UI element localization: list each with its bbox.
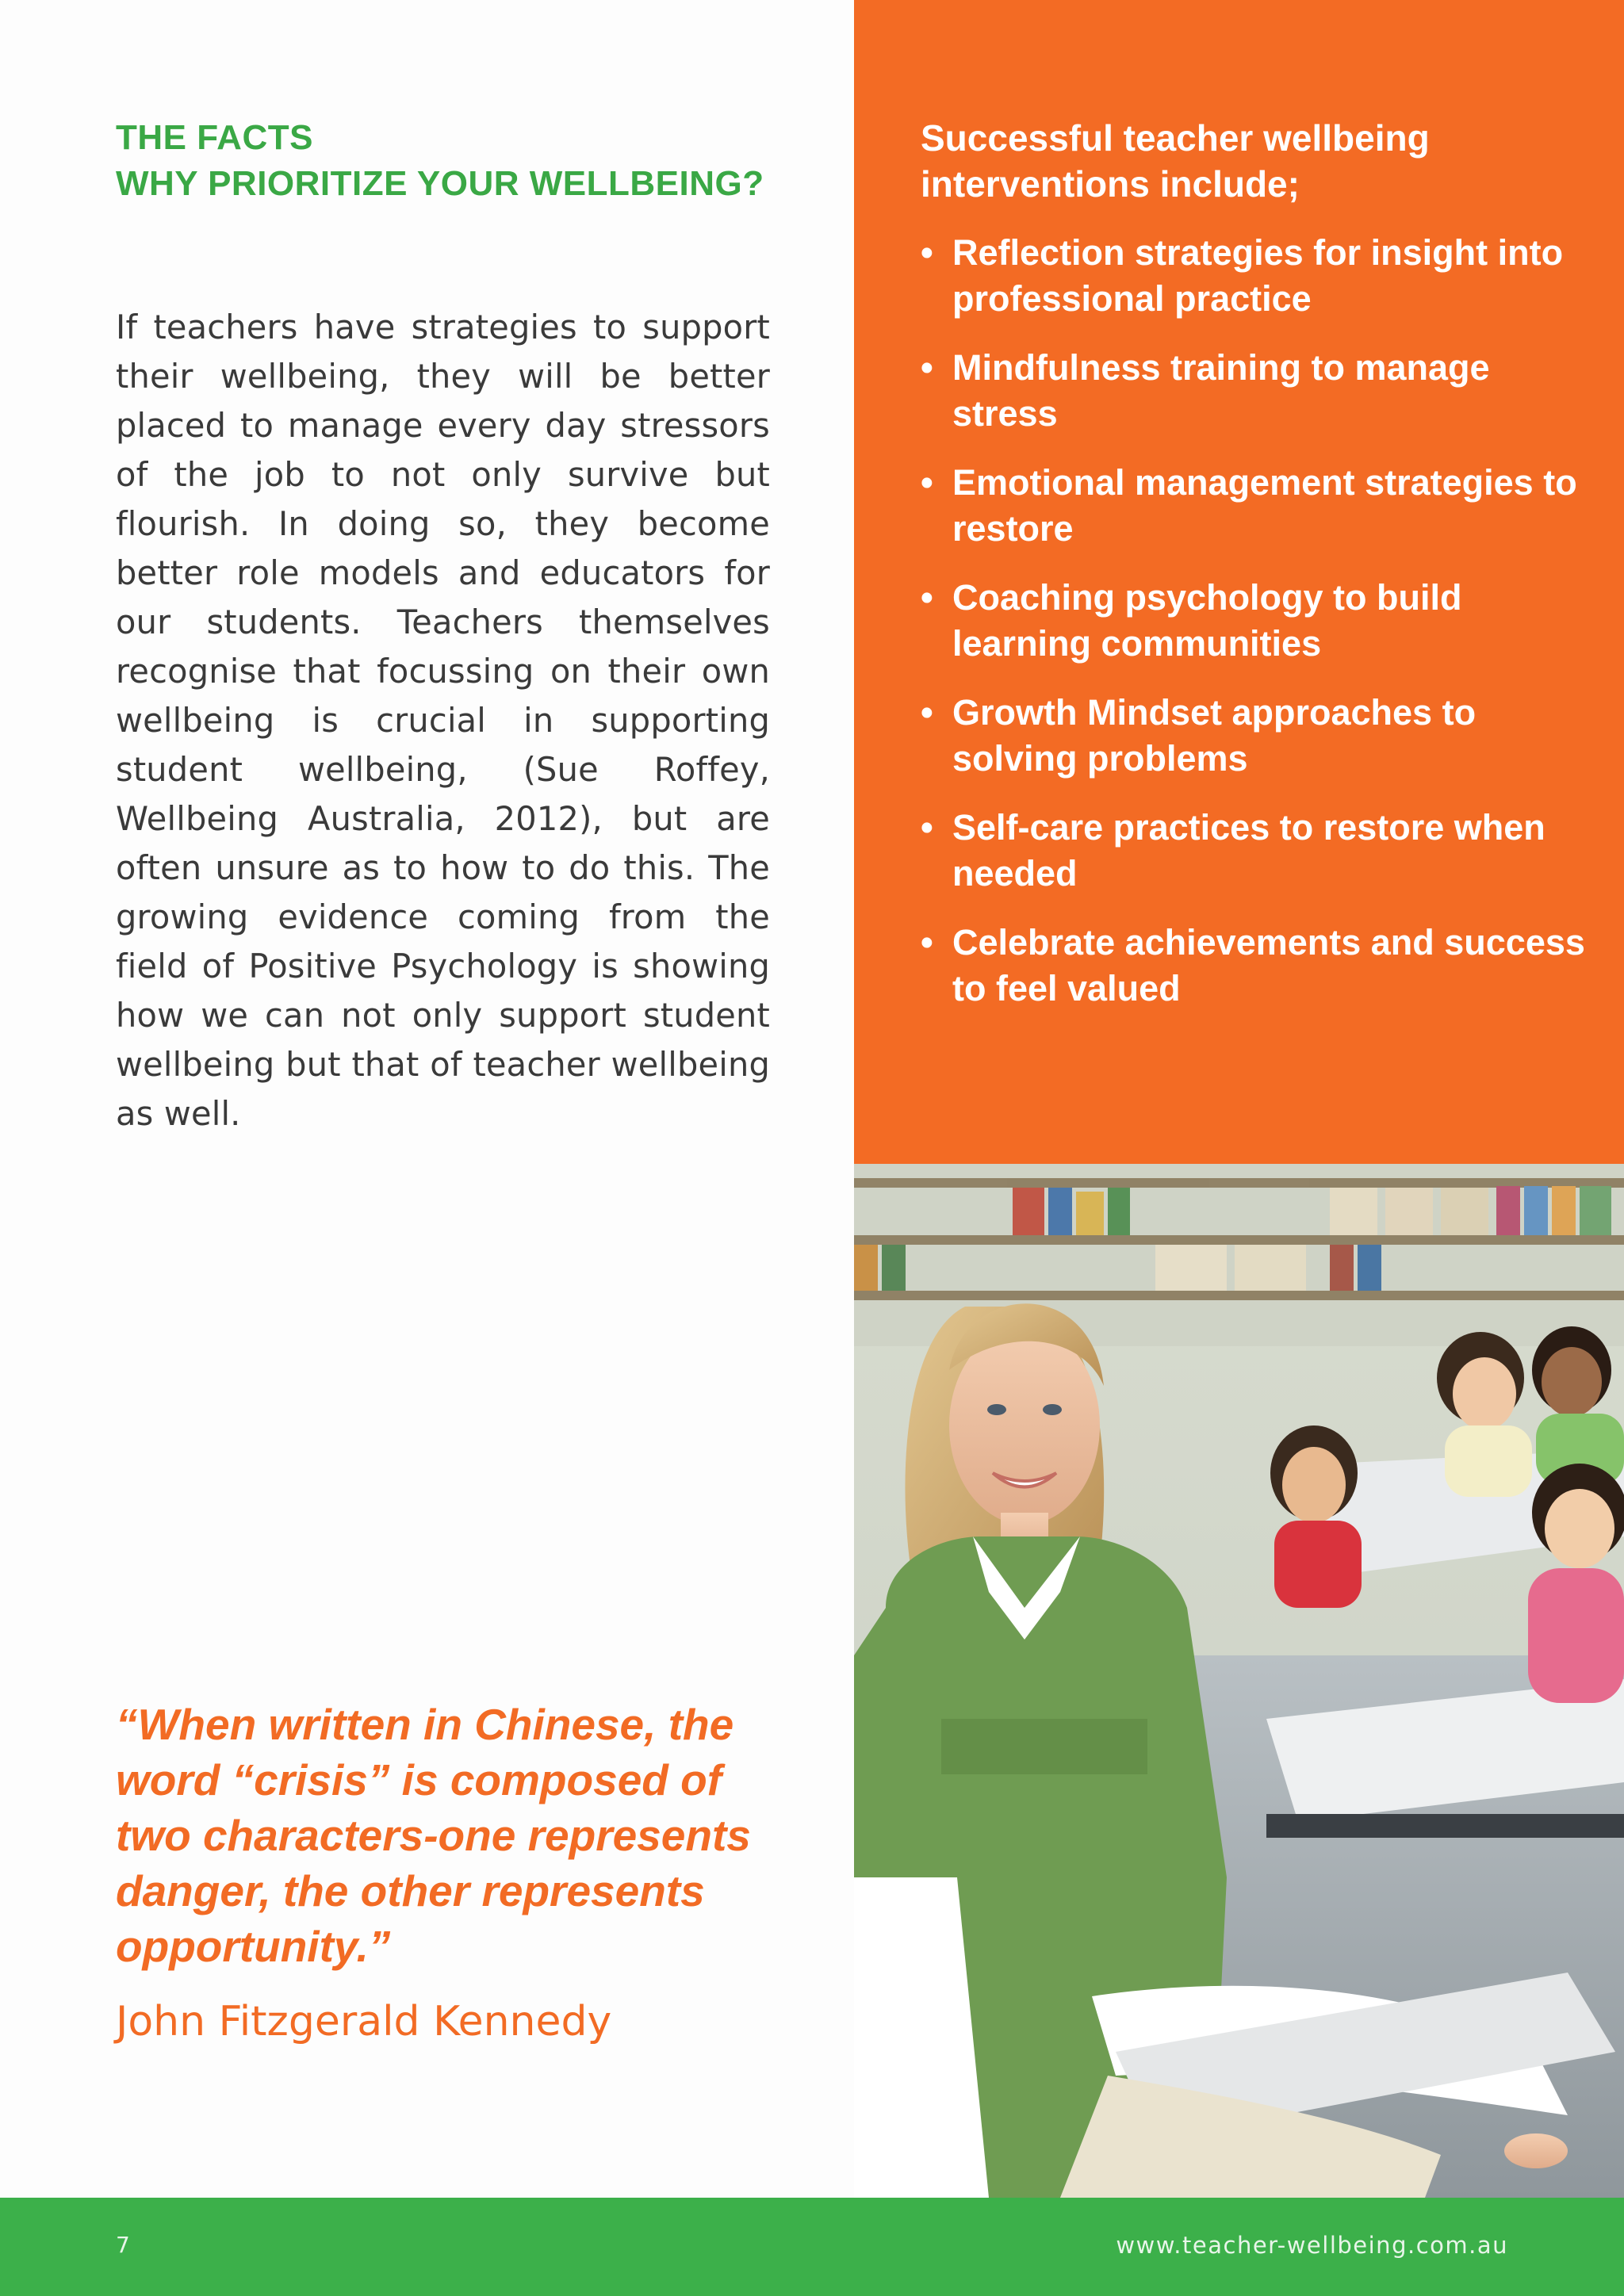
classroom-photo	[854, 1164, 1624, 2198]
bullet-icon: •	[921, 347, 933, 388]
bullet-icon: •	[921, 692, 933, 733]
list-item	[921, 575, 1603, 667]
page-number: 7	[116, 2232, 130, 2258]
list-item	[921, 690, 1603, 782]
quote-author: John Fitzgerald Kennedy	[116, 1998, 612, 2045]
list-item-text: Self-care practices to restore when needed	[952, 807, 1545, 894]
page-footer	[0, 2198, 1624, 2296]
bullet-icon: •	[921, 232, 933, 273]
pull-quote: “When written in Chinese, the word “crisis” is composed of two characters-one represents danger, the other represents opportunity.”	[116, 1700, 751, 1971]
list-item	[921, 920, 1603, 1012]
list-item-text: Growth Mindset approaches to solving problems	[952, 692, 1477, 779]
bullet-icon: •	[921, 462, 933, 503]
list-item-text: Celebrate achievements and success to feel valued	[952, 922, 1585, 1008]
teacher-classroom-illustration	[854, 1164, 1624, 2198]
bullet-icon: •	[921, 922, 933, 962]
list-item-text: Reflection strategies for insight into professional practice	[952, 232, 1564, 319]
list-item	[921, 345, 1603, 437]
list-item-text: Mindfulness training to manage stress	[952, 347, 1490, 434]
interventions-panel	[854, 0, 1624, 1164]
list-item	[921, 230, 1603, 322]
panel-title: Successful teacher wellbeing interventions include;	[921, 117, 1430, 205]
body-paragraph: If teachers have strategies to support their wellbeing, they will be better placed to manage every day stressors of the job to not only survive but flourish. In doing so, they become better role models and educators for our students. Teachers themselves recognise that focussing on their own wellbeing is crucial in supporting student wellbeing, (Sue Roffey, Wellbeing Australia, 2012), but are often unsure as to how to do this. The growing evidence coming from the field of Positive Psychology is showing how we can not only support student wellbeing but that of teacher wellbeing as well.	[116, 308, 770, 1133]
list-item-text: Emotional management strategies to restore	[952, 462, 1577, 549]
section-heading	[116, 115, 764, 207]
heading-line-why: WHY PRIORITIZE YOUR WELLBEING?	[116, 164, 764, 203]
website-link[interactable]: www.teacher-wellbeing.com.au	[1116, 2232, 1508, 2259]
bullet-icon: •	[921, 577, 933, 618]
bullet-icon: •	[921, 807, 933, 848]
heading-line-facts: THE FACTS	[116, 118, 313, 157]
list-item	[921, 460, 1603, 552]
list-item	[921, 805, 1603, 897]
interventions-list	[921, 230, 1603, 1035]
list-item-text: Coaching psychology to build learning communities	[952, 577, 1462, 664]
